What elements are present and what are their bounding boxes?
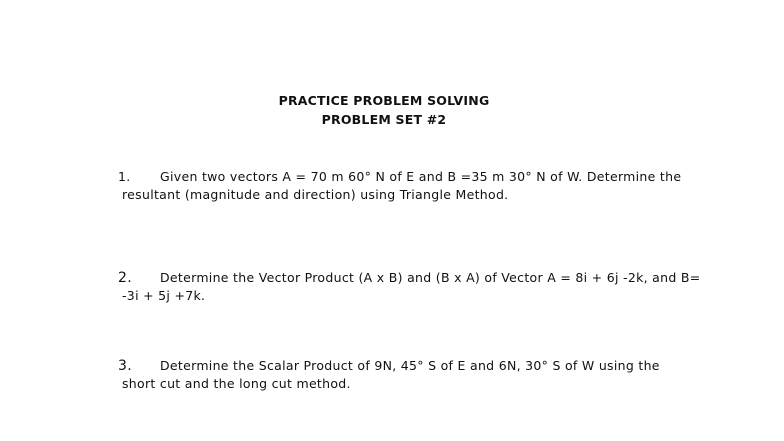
problem-3	[118, 357, 718, 393]
problem-text-continuation: -3i + 5j +7k.	[122, 288, 206, 303]
page-subtitle: PROBLEM SET #2	[321, 112, 447, 127]
problem-text-line: Determine the Vector Product (A x B) and (B x A) of Vector A = 8i + 6j -2k, and B=	[160, 270, 701, 285]
problem-text-continuation: short cut and the long cut method.	[122, 376, 351, 391]
problem-number: 1.	[118, 169, 131, 184]
page-title: PRACTICE PROBLEM SOLVING	[278, 93, 490, 108]
problem-text-line: Determine the Scalar Product of 9N, 45° S of E and 6N, 30° S of W using the	[160, 358, 660, 373]
problem-text-continuation: resultant (magnitude and direction) using Triangle Method.	[122, 187, 509, 202]
problem-number: 3.	[118, 358, 132, 374]
problem-number: 2.	[118, 270, 132, 286]
problem-text-line: Given two vectors A = 70 m 60° N of E and B =35 m 30° N of W. Determine the	[160, 169, 682, 184]
problem-2	[118, 269, 718, 305]
problem-1	[118, 168, 718, 204]
